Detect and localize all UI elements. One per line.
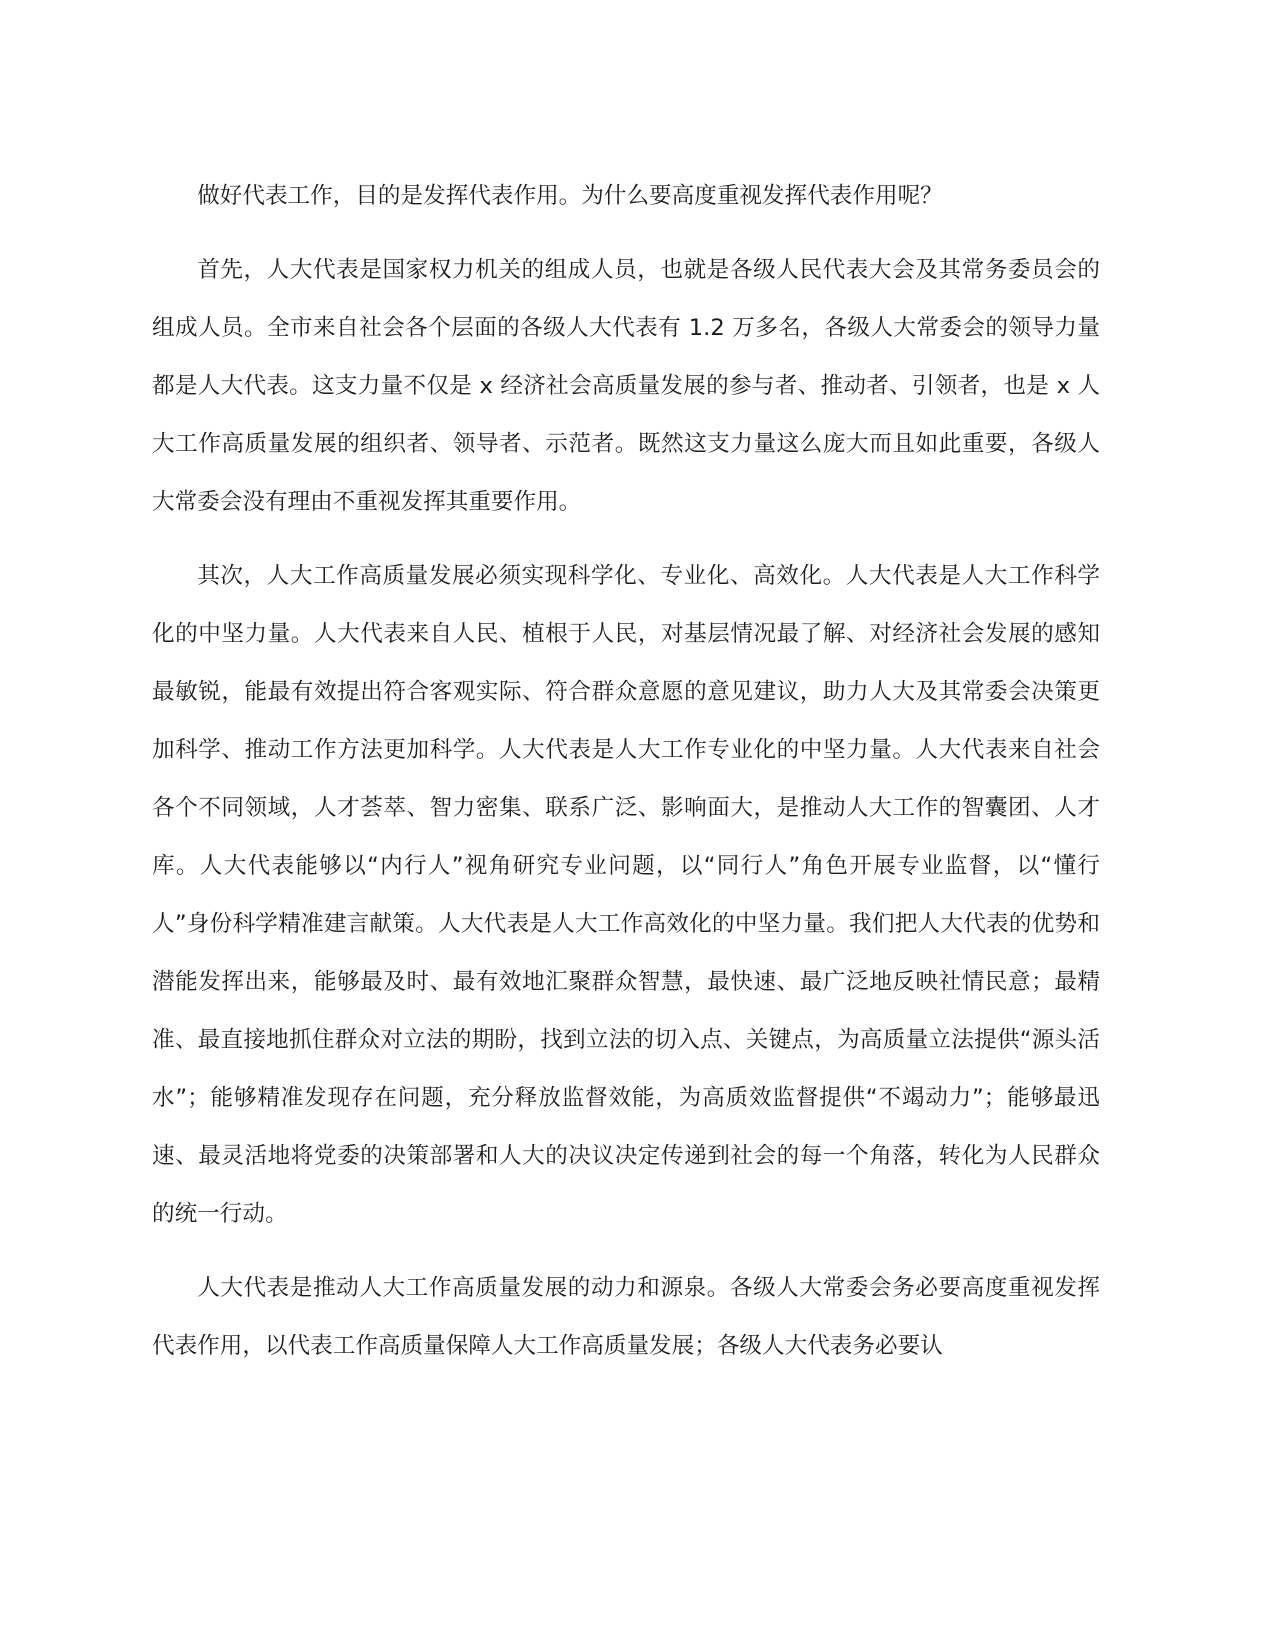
paragraph-conclusion: 人大代表是推动人大工作高质量发展的动力和源泉。各级人大常委会务必要高度重视发挥代表作用，以代表工作高质量保障人大工作高质量发展；各级人大代表务必要认: [152, 1275, 1100, 1359]
document-body: [152, 167, 1100, 1391]
paragraph-second-reason: 其次，人大工作高质量发展必须实现科学化、专业化、高效化。人大代表是人大工作科学化的中坚力量。人大代表来自人民、植根于人民，对基层情况最了解、对经济社会发展的感知最敏锐，能最有效提出符合客观实际、符合群众意愿的意见建议，助力人大及其常委会决策更加科学、推动工作方法更加科学。人大代表是人大工作专业化的中坚力量。人大代表来自社会各个不同领域，人才荟萃、智力密集、联系广泛、影响面大，是推动人大工作的智囊团、人才库。人大代表能够以“内行人”视角研究专业问题，以“同行人”角色开展专业监督，以“懂行人”身份科学精准建言献策。人大代表是人大工作高效化的中坚力量。我们把人大代表的优势和潜能发挥出来，能够最及时、最有效地汇聚群众智慧，最快速、最广泛地反映社情民意；最精准、最直接地抓住群众对立法的期盼，找到立法的切入点、关键点，为高质量立法提供“源头活水”；能够精准发现存在问题，充分释放监督效能，为高质效监督提供“不竭动力”；能够最迅速、最灵活地将党委的决策部署和人大的决议决定传递到社会的每一个角落，转化为人民群众的统一行动。: [152, 563, 1100, 1227]
paragraph-intro-question: 做好代表工作，目的是发挥代表作用。为什么要高度重视发挥代表作用呢？: [197, 183, 943, 209]
paragraph-first-reason: 首先，人大代表是国家权力机关的组成人员，也就是各级人民代表大会及其常务委员会的组成人员。全市来自社会各个层面的各级人大代表有 1.2 万多名，各级人大常委会的领导力量都是人大代表。这支力量不仅是 x 经济社会高质量发展的参与者、推动者、引领者，也是 x 人大工作高质量发展的组织者、领导者、示范者。既然这支力量这么庞大而且如此重要，各级人大常委会没有理由不重视发挥其重要作用。: [152, 257, 1100, 515]
